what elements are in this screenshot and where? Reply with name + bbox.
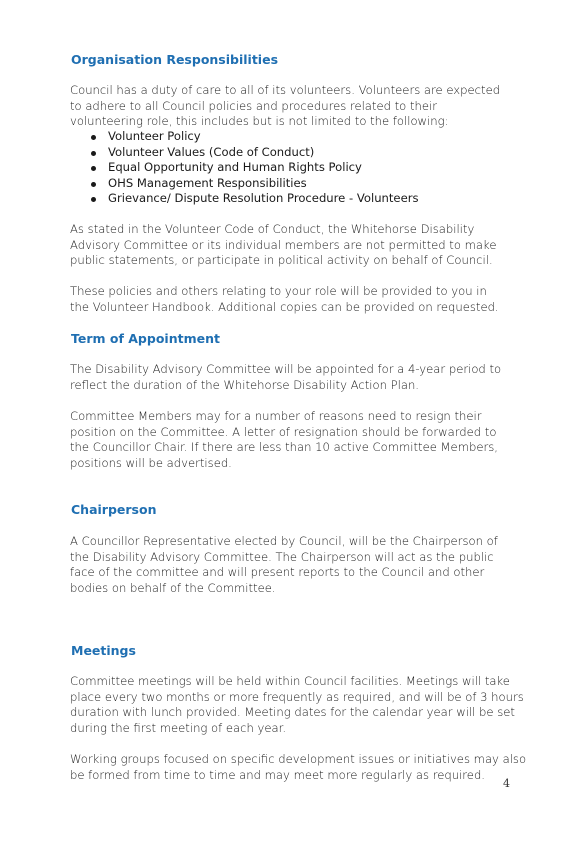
- text-line: Council has a duty of care to all of its volunteers. Volunteers are expected: [70, 83, 501, 97]
- organisation-intro-paragraph: [70, 83, 510, 130]
- list-item: Grievance/ Dispute Resolution Procedure - Volunteers: [70, 191, 419, 207]
- list-item: Volunteer Policy: [70, 129, 419, 145]
- list-item: Equal Opportunity and Human Rights Policy: [70, 160, 419, 176]
- text-line: Committee Members may for a number of reasons need to resign their: [70, 409, 482, 423]
- bullet-icon: [91, 151, 96, 156]
- text-line: to adhere to all Council policies and procedures related to their: [70, 98, 437, 113]
- meetings-paragraph: [70, 674, 524, 736]
- text-line: The Disability Advisory Committee will be appointed for a 4-year period to: [70, 362, 502, 376]
- text-line: As stated in the Volunteer Code of Conduct, the Whitehorse Disability: [70, 222, 475, 236]
- list-item: Volunteer Values (Code of Conduct): [70, 145, 419, 161]
- resignation-paragraph: [70, 409, 510, 471]
- text-line: These policies and others relating to your role will be provided to you in: [70, 284, 487, 298]
- code-of-conduct-paragraph: [70, 222, 510, 269]
- text-line: Working groups focused on specific development issues or initiatives may also: [70, 752, 527, 766]
- text-line: face of the committee and will present reports to the Council and other: [70, 565, 485, 580]
- text-line: the Disability Advisory Committee. The Chairperson will act as the public: [70, 549, 494, 564]
- term-paragraph: [70, 362, 510, 393]
- text-line: positions will be advertised.: [70, 455, 232, 470]
- text-line: reflect the duration of the Whitehorse Disability Action Plan.: [70, 377, 419, 392]
- text-line: place every two months or more frequently as required, and will be of 3 hours: [70, 689, 524, 704]
- bullet-icon: [91, 182, 96, 187]
- text-line: volunteering role, this includes but is not limited to the following:: [70, 114, 449, 129]
- working-groups-paragraph: [70, 752, 527, 783]
- text-line: Committee meetings will be held within Council facilities. Meetings will take: [70, 674, 510, 688]
- text-line: A Councillor Representative elected by Council, will be the Chairperson of: [70, 534, 498, 548]
- text-line: public statements, or participate in political activity on behalf of Council.: [70, 253, 493, 268]
- text-line: be formed from time to time and may meet more regularly as required.: [70, 767, 485, 782]
- heading-organisation-responsibilities: Organisation Responsibilities: [71, 52, 279, 67]
- policy-bullet-list: [70, 129, 419, 207]
- text-line: bodies on behalf of the Committee.: [70, 580, 276, 595]
- text-line: during the first meeting of each year.: [70, 720, 287, 735]
- text-line: duration with lunch provided. Meeting dates for the calendar year will be set: [70, 705, 515, 720]
- handbook-paragraph: [70, 284, 510, 315]
- bullet-icon: [91, 135, 96, 140]
- heading-chairperson: Chairperson: [71, 502, 157, 517]
- text-line: the Volunteer Handbook. Additional copies can be provided on requested.: [70, 299, 499, 314]
- text-line: the Councillor Chair. If there are less than 10 active Committee Members,: [70, 440, 498, 455]
- chairperson-paragraph: [70, 534, 510, 596]
- heading-meetings: Meetings: [71, 643, 136, 658]
- heading-term-of-appointment: Term of Appointment: [71, 331, 220, 346]
- list-item: OHS Management Responsibilities: [70, 176, 419, 192]
- text-line: position on the Committee. A letter of resignation should be forwarded to: [70, 424, 497, 439]
- page-number: 4: [503, 777, 510, 790]
- text-line: Advisory Committee or its individual members are not permitted to make: [70, 237, 497, 252]
